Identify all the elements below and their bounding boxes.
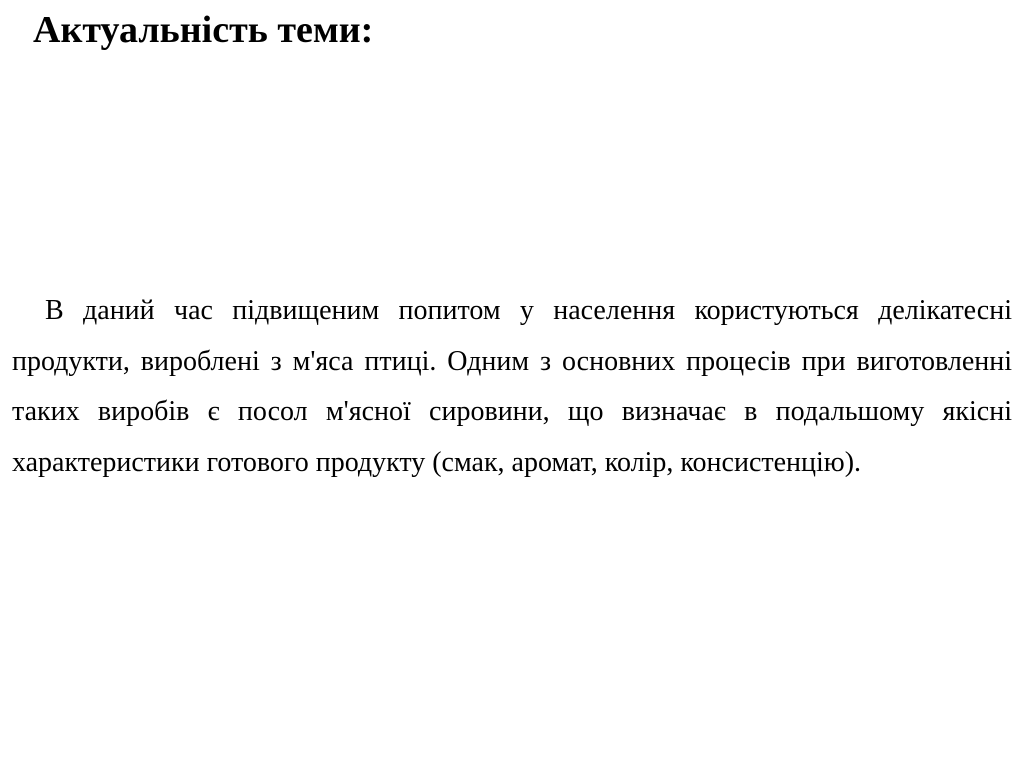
slide-title: Актуальність теми:: [33, 9, 374, 51]
slide-body-paragraph: В даний час підвищеним попитом у населення користуються делікатесні продукти, вироблені з м'яса птиці. Одним з основних процесів при виготовленні таких виробів є посол м'ясної сировини, що визначає в подальшому якісні характеристики готового продукту (смак, аромат, колір, консистенцію).: [12, 295, 1012, 478]
